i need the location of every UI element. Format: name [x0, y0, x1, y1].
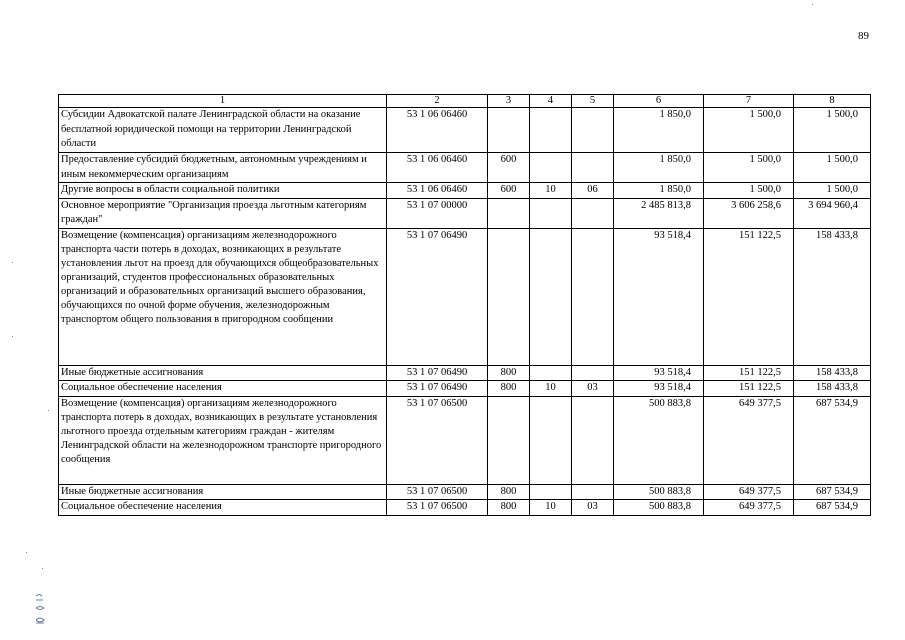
row-name: Иные бюджетные ассигнования	[59, 484, 387, 500]
header-cell: 4	[530, 95, 572, 108]
row-c5	[572, 153, 614, 183]
row-v7: 649 377,5	[704, 396, 794, 484]
row-name: Основное мероприятие "Организация проезда льготным категориям граждан"	[59, 198, 387, 228]
row-c5	[572, 365, 614, 381]
row-c3	[488, 198, 530, 228]
row-v8: 1 500,0	[794, 153, 871, 183]
row-name: Возмещение (компенсация) организациям железнодорожного транспорта потерь в доходах, возникающих в результате установления льготного проезда отдельным категориям граждан - жителям Ленинградской области на железнодорожном транспорте пригородного сообщения	[59, 396, 387, 484]
row-v8: 158 433,8	[794, 365, 871, 381]
row-v7: 649 377,5	[704, 484, 794, 500]
row-code: 53 1 07 06500	[387, 396, 488, 484]
row-c4: 10	[530, 381, 572, 397]
row-v8: 3 694 960,4	[794, 198, 871, 228]
header-cell: 2	[387, 95, 488, 108]
row-v6: 93 518,4	[614, 365, 704, 381]
row-c5: 06	[572, 183, 614, 199]
row-code: 53 1 06 06460	[387, 153, 488, 183]
row-c4	[530, 153, 572, 183]
table-row	[59, 500, 871, 516]
row-c3	[488, 228, 530, 365]
row-c5	[572, 484, 614, 500]
row-c4: 10	[530, 500, 572, 516]
row-v7: 1 500,0	[704, 183, 794, 199]
row-v8: 158 433,8	[794, 228, 871, 365]
row-v7: 1 500,0	[704, 108, 794, 153]
row-v6: 1 850,0	[614, 153, 704, 183]
row-name: Социальное обеспечение населения	[59, 500, 387, 516]
row-c3	[488, 108, 530, 153]
row-v6: 500 883,8	[614, 484, 704, 500]
row-c5	[572, 198, 614, 228]
row-c5	[572, 108, 614, 153]
row-v7: 649 377,5	[704, 500, 794, 516]
row-v8: 687 534,9	[794, 396, 871, 484]
table-row	[59, 381, 871, 397]
row-c3	[488, 396, 530, 484]
binding-marks-icon	[34, 592, 46, 628]
row-c5: 03	[572, 500, 614, 516]
row-v6: 500 883,8	[614, 396, 704, 484]
table-row	[59, 108, 871, 153]
scan-speck	[42, 568, 43, 569]
page-number: 89	[858, 30, 869, 42]
row-c5	[572, 396, 614, 484]
header-cell: 7	[704, 95, 794, 108]
row-name: Возмещение (компенсация) организациям железнодорожного транспорта части потерь в доходах, возникающих в результате установления льгот на проезд для обучающихся общеобразовательных организаций, студентов профессиональных образовательных организаций и образовательных организаций высшего образования, обучающихся по очной форме обучения, железнодорожным транспортом общего пользования в пригородном сообщении	[59, 228, 387, 365]
row-v7: 151 122,5	[704, 228, 794, 365]
row-code: 53 1 06 06460	[387, 108, 488, 153]
row-c4	[530, 108, 572, 153]
row-v7: 3 606 258,6	[704, 198, 794, 228]
row-v6: 93 518,4	[614, 381, 704, 397]
scan-speck	[12, 262, 13, 263]
row-code: 53 1 07 06490	[387, 365, 488, 381]
budget-table	[58, 94, 871, 516]
row-code: 53 1 07 06500	[387, 500, 488, 516]
scan-speck	[48, 410, 49, 411]
row-c3: 800	[488, 381, 530, 397]
scan-speck	[12, 336, 13, 337]
header-cell: 5	[572, 95, 614, 108]
row-v7: 1 500,0	[704, 153, 794, 183]
row-c3: 800	[488, 500, 530, 516]
header-cell: 3	[488, 95, 530, 108]
table-row	[59, 198, 871, 228]
table-row	[59, 228, 871, 365]
row-v8: 687 534,9	[794, 500, 871, 516]
header-cell: 1	[59, 95, 387, 108]
row-v8: 158 433,8	[794, 381, 871, 397]
row-c4	[530, 365, 572, 381]
table-row	[59, 484, 871, 500]
row-c4	[530, 198, 572, 228]
table-row	[59, 153, 871, 183]
row-code: 53 1 07 00000	[387, 198, 488, 228]
header-row	[59, 95, 871, 108]
row-name: Социальное обеспечение населения	[59, 381, 387, 397]
table-row	[59, 365, 871, 381]
binding-marks	[34, 592, 46, 631]
row-c5: 03	[572, 381, 614, 397]
header-cell: 8	[794, 95, 871, 108]
row-v7: 151 122,5	[704, 365, 794, 381]
row-v6: 1 850,0	[614, 108, 704, 153]
row-v7: 151 122,5	[704, 381, 794, 397]
row-name: Предоставление субсидий бюджетным, автономным учреждениям и иным некоммерческим организациям	[59, 153, 387, 183]
row-name: Иные бюджетные ассигнования	[59, 365, 387, 381]
header-cell: 6	[614, 95, 704, 108]
row-c4	[530, 228, 572, 365]
row-c3: 800	[488, 484, 530, 500]
row-c4	[530, 484, 572, 500]
row-v6: 1 850,0	[614, 183, 704, 199]
scan-speck	[812, 4, 813, 5]
row-c3: 600	[488, 183, 530, 199]
row-v6: 500 883,8	[614, 500, 704, 516]
row-c4: 10	[530, 183, 572, 199]
row-code: 53 1 07 06490	[387, 228, 488, 365]
row-code: 53 1 07 06500	[387, 484, 488, 500]
row-name: Субсидии Адвокатской палате Ленинградской области на оказание бесплатной юридической помощи на территории Ленинградской области	[59, 108, 387, 153]
row-v8: 687 534,9	[794, 484, 871, 500]
row-code: 53 1 07 06490	[387, 381, 488, 397]
table-row	[59, 183, 871, 199]
row-c4	[530, 396, 572, 484]
row-c3: 800	[488, 365, 530, 381]
row-v8: 1 500,0	[794, 183, 871, 199]
table-row	[59, 396, 871, 484]
row-c3: 600	[488, 153, 530, 183]
row-c5	[572, 228, 614, 365]
row-v6: 93 518,4	[614, 228, 704, 365]
scan-speck	[26, 552, 27, 553]
row-v8: 1 500,0	[794, 108, 871, 153]
row-v6: 2 485 813,8	[614, 198, 704, 228]
row-name: Другие вопросы в области социальной политики	[59, 183, 387, 199]
row-code: 53 1 06 06460	[387, 183, 488, 199]
